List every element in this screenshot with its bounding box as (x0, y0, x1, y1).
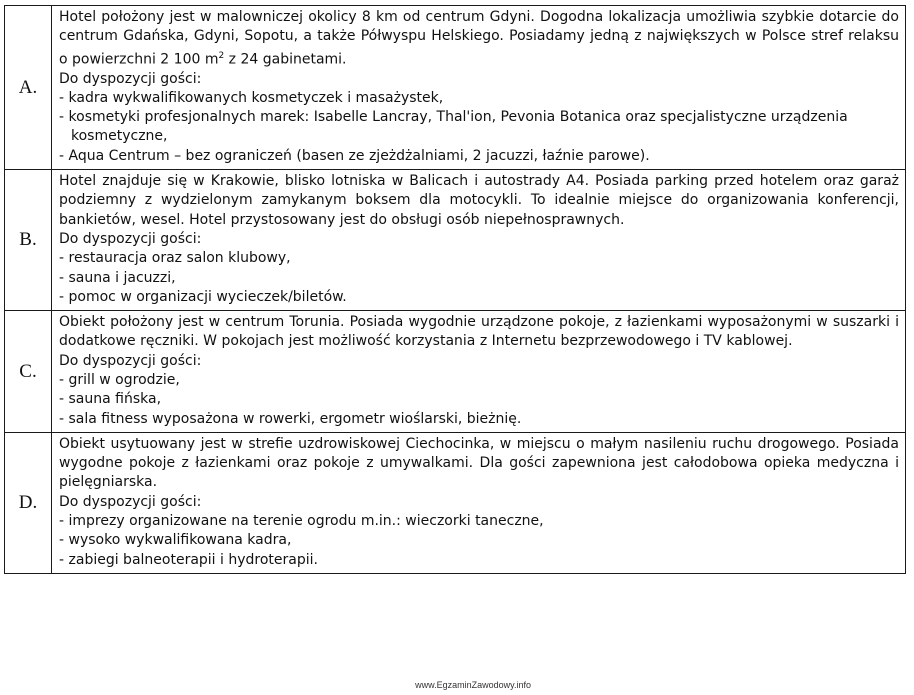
amenities-list (59, 249, 899, 307)
option-content (52, 311, 906, 433)
description-text: Hotel położony jest w malowniczej okolicy 8 km od centrum Gdyni. Dogodna lokalizacja umożliwia szybkie dotarcie do centrum Gdańska, Gdyni, Sopotu, a także Półwyspu Helskiego. Posiadamy jedną z największych w Polsce stref relaksu o powierzchni 2 100 m (59, 9, 899, 68)
option-content (52, 432, 906, 573)
amenities-list (59, 89, 899, 166)
list-item: - wysoko wykwalifikowana kadra, (59, 531, 899, 550)
amenities-heading: Do dyspozycji gości: (59, 230, 202, 247)
list-item: - zabiegi balneoterapii i hydroterapii. (59, 551, 899, 570)
watermark-text: www.EgzaminZawodowy.info (415, 680, 531, 690)
amenities-heading: Do dyspozycji gości: (59, 70, 202, 87)
list-item: - restauracja oraz salon klubowy, (59, 249, 899, 268)
superscript: 2 (218, 50, 225, 61)
option-label: B. (5, 170, 52, 311)
option-content (52, 170, 906, 311)
hotel-options-table (4, 5, 906, 574)
option-label: A. (5, 6, 52, 170)
list-item: - kosmetyki profesjonalnych marek: Isabelle Lancray, Thal'ion, Pevonia Botanica oraz specjalistyczne urządzenia kosmetyczne, (59, 108, 899, 147)
option-description: Hotel znajduje się w Krakowie, blisko lotniska w Balicach i autostrady A4. Posiada parking przed hotelem oraz garaż podziemny z wydzielonym zamykanym boksem dla motocykli. To idealnie miejsce do organizowania konferencji, bankietów, wesel. Hotel przystosowany jest do obsługi osób niepełnosprawnych. (59, 173, 899, 228)
table-row (5, 432, 906, 573)
list-item: - pomoc w organizacji wycieczek/biletów. (59, 288, 899, 307)
description-text: z 24 gabinetami. (224, 51, 347, 68)
option-content (52, 6, 906, 170)
option-label: C. (5, 311, 52, 433)
table-row (5, 311, 906, 433)
option-description: Obiekt usytuowany jest w strefie uzdrowiskowej Ciechocinka, w miejscu o małym nasileniu ruchu drogowego. Posiada wygodne pokoje z łazienkami oraz pokoje z umywalkami. Dla gości zapewniona jest całodobowa opieka medyczna i pielęgniarska. (59, 435, 899, 491)
list-item: - sauna fińska, (59, 390, 899, 409)
amenities-list (59, 371, 899, 429)
list-item: - sala fitness wyposażona w rowerki, ergometr wioślarski, bieżnię. (59, 410, 899, 429)
amenities-heading: Do dyspozycji gości: (59, 493, 202, 510)
option-label: D. (5, 432, 52, 573)
list-item: - Aqua Centrum – bez ograniczeń (basen ze zjeżdżalniami, 2 jacuzzi, łaźnie parowe). (59, 147, 899, 166)
list-item: - kadra wykwalifikowanych kosmetyczek i masażystek, (59, 89, 899, 108)
list-item: - imprezy organizowane na terenie ogrodu m.in.: wieczorki taneczne, (59, 512, 899, 531)
amenities-heading: Do dyspozycji gości: (59, 352, 202, 369)
amenities-list (59, 512, 899, 570)
option-description: Obiekt położony jest w centrum Torunia. Posiada wygodnie urządzone pokoje, z łazienkami wyposażonymi w suszarki i dodatkowe ręczniki. W pokojach jest możliwość korzystania z Internetu bezprzewodowego i TV kablowej. (59, 314, 899, 350)
list-item: - grill w ogrodzie, (59, 371, 899, 390)
option-description (59, 8, 899, 70)
list-item: - sauna i jacuzzi, (59, 269, 899, 288)
table-row (5, 6, 906, 170)
table-row (5, 170, 906, 311)
